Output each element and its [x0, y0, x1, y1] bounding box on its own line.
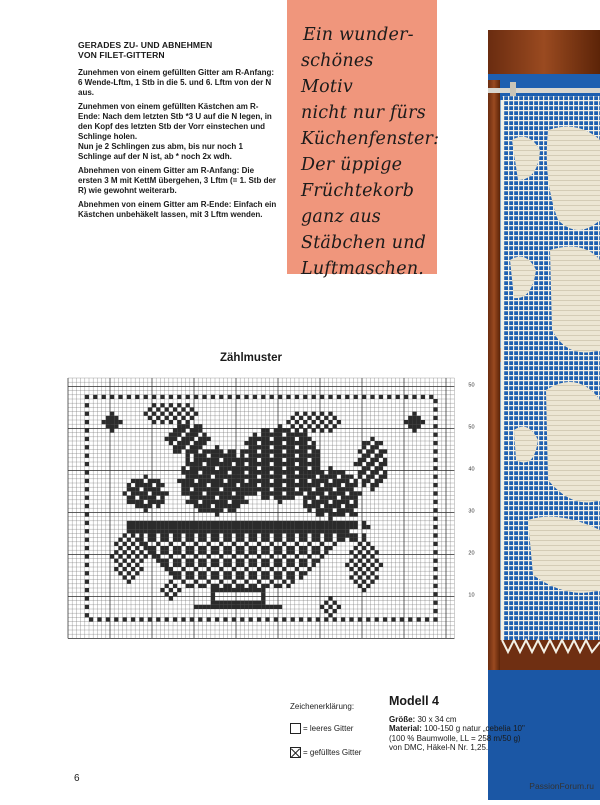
quote-text: Ein wunder- schönes Motiv nicht nur fürs Küchenfenster: Der üppige Früchtekorb ganz aus Stäbchen und Luftmaschen.: [301, 25, 440, 279]
empty-mesh-icon: [290, 723, 301, 734]
curtain-photo-drawing: [488, 30, 600, 800]
modell-material: Material: 100-150 g natur „cebelia 10": [389, 724, 525, 733]
row-label: 50: [468, 382, 475, 389]
legend-row-empty: = leeres Gitter: [290, 721, 361, 735]
instruction-paragraph: Abnehmen von einem Gitter am R-Ende: Einfach ein Kästchen unbehäkelt lassen, mit 3 Lftm wenden.: [78, 200, 277, 219]
row-label: 50: [468, 424, 475, 431]
instruction-paragraph: Zunehmen von einem gefüllten Kästchen am R-Ende: Nach dem letzten Stb *3 U auf die N legen, in den Kopf des letzten Stb der Vorr einstechen und Schlinge holen.: [78, 102, 272, 141]
chart-title: Zählmuster: [220, 352, 282, 364]
legend: [290, 702, 361, 769]
modell-size: Größe: 30 x 34 cm: [389, 714, 457, 724]
modell-material-line: (100 % Baumwolle, LL = 258 m/50 g): [389, 733, 521, 743]
instruction-paragraph: Abnehmen von einem Gitter am R-Anfang: Die ersten 3 M mit KettM übergehen, 3 Lftm (= 1. Stb der R) wie gewohnt weiterarb.: [78, 166, 277, 195]
instruction-paragraph: Zunehmen von einem gefüllten Gitter am R-Anfang: 6 Wende-Lftm, 1 Stb in die 5. und 6. Lftm von der N aus.: [78, 68, 275, 97]
modell-info: [389, 694, 589, 753]
filet-chart: [60, 372, 475, 667]
instructions-heading: GERADES ZU- UND ABNEHMEN VON FILET-GITTERN: [78, 40, 213, 60]
instructions-block: [78, 40, 278, 224]
modell-material-line: von DMC, Häkel-N Nr. 1,25.: [389, 743, 489, 752]
instruction-paragraph: Nun je 2 Schlingen zus abm, bis nur noch 1 Schlinge auf der N ist, ab * noch 2x wdh.: [78, 142, 243, 161]
filled-mesh-icon: [290, 747, 301, 758]
row-label: 40: [468, 466, 475, 473]
row-label: 30: [468, 508, 475, 515]
watermark: PassionForum.ru: [529, 781, 594, 791]
curtain-photo: [488, 30, 600, 800]
row-label: 20: [468, 550, 475, 557]
legend-row-filled: = gefülltes Gitter: [290, 745, 361, 759]
row-label: 10: [468, 592, 475, 599]
modell-title: Modell 4: [389, 694, 440, 708]
page-number: 6: [74, 773, 80, 784]
filet-chart-grid: [60, 372, 475, 662]
quote-box: [287, 0, 440, 279]
legend-title: Zeichenerklärung:: [290, 702, 355, 711]
